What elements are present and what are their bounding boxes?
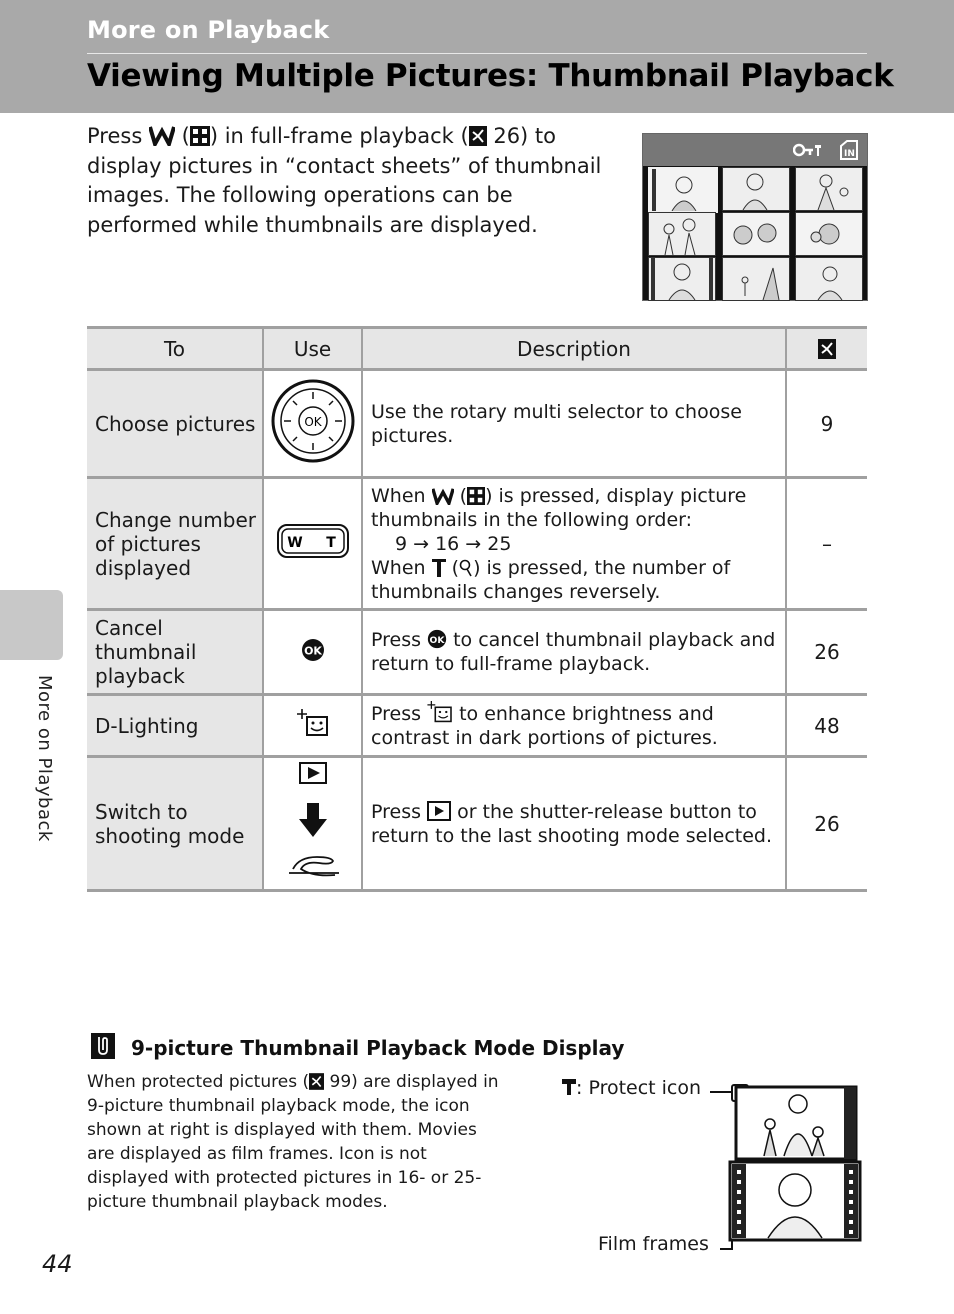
- row-page-ref: –: [786, 478, 867, 610]
- playback-button-icon: [283, 761, 343, 881]
- row-use-cell: [263, 695, 362, 757]
- thumbnail-grid-icon: [190, 126, 210, 146]
- row-page-ref: 48: [786, 695, 867, 757]
- thumbnail: [795, 212, 863, 256]
- ok-button-icon: [301, 638, 325, 662]
- row-description: [362, 610, 786, 695]
- side-tab: [0, 590, 63, 660]
- d-lighting-icon: [297, 709, 329, 737]
- svg-text:W: W: [286, 535, 303, 551]
- intro-text: (: [174, 124, 190, 148]
- row-label: D-Lighting: [87, 695, 263, 757]
- row-page-ref: 26: [786, 757, 867, 891]
- operations-table: [87, 326, 867, 892]
- t-zoom-icon: [432, 559, 446, 577]
- thumbnail-screen-illustration: [642, 133, 868, 301]
- row-description: [362, 478, 786, 610]
- row-description: [362, 757, 786, 891]
- magnify-icon: [459, 559, 473, 577]
- row-page-ref: 26: [786, 610, 867, 695]
- intro-text: 26) to display pictures in “contact sheets” of thumbnail images. The following operations can be performed while thumbnails are displayed.: [87, 124, 609, 237]
- row-page-ref: 9: [786, 370, 867, 478]
- protect-film-illustration: [710, 1084, 862, 1254]
- note-text: 99) are displayed in 9-picture thumbnail playback mode, the icon shown at right is displayed with them. Movies are displayed as film frames. Icon is not displayed with protected pictures in 16- or 25-picture thumbnail playback modes.: [87, 1072, 499, 1212]
- protect-label: [562, 1077, 701, 1099]
- page-reference-icon: [309, 1073, 324, 1090]
- table-row: [87, 757, 867, 891]
- column-header-to: To: [87, 328, 263, 370]
- thumbnail: [795, 167, 863, 211]
- desc-text: ) is pressed, display picture thumbnails in the following order:: [371, 484, 747, 531]
- row-label: Change number of pictures displayed: [87, 478, 263, 610]
- thumbnail: [795, 257, 863, 301]
- desc-text: When: [371, 556, 432, 579]
- page-reference-icon: [818, 339, 836, 359]
- desc-text: to cancel thumbnail playback and return to full-frame playback.: [371, 629, 776, 675]
- row-description: [362, 695, 786, 757]
- note-body: [87, 1070, 507, 1214]
- table-header-row: [87, 328, 867, 370]
- intro-paragraph: [87, 122, 627, 240]
- svg-text:OK: OK: [429, 634, 445, 646]
- section-title: More on Playback: [87, 16, 330, 44]
- note-icon: [91, 1033, 115, 1059]
- thumbnail: [722, 167, 790, 211]
- row-use-cell: [263, 610, 362, 695]
- w-zoom-icon: [432, 487, 454, 505]
- thumbnail: [648, 257, 716, 301]
- intro-text: ) in full-frame playback (: [209, 124, 469, 148]
- internal-memory-icon: [839, 140, 859, 160]
- table-row: [87, 610, 867, 695]
- row-use-cell: [263, 757, 362, 891]
- thumbnail-sequence: 9 → 16 → 25: [395, 532, 512, 555]
- column-header-reference: [786, 328, 867, 370]
- protect-label-text: : Protect icon: [576, 1077, 702, 1099]
- row-label: Choose pictures: [87, 370, 263, 478]
- desc-text: When: [371, 484, 432, 507]
- row-use-cell: [263, 478, 362, 610]
- desc-text: (: [453, 484, 468, 507]
- svg-text:OK: OK: [303, 415, 322, 429]
- column-header-description: Description: [362, 328, 786, 370]
- protect-icon: [562, 1077, 576, 1097]
- screen-status-bar: [643, 134, 867, 166]
- row-label: Switch to shooting mode: [87, 757, 263, 891]
- w-zoom-icon: [149, 125, 175, 146]
- ok-button-icon: [427, 629, 447, 649]
- table-row: [87, 695, 867, 757]
- d-lighting-icon: [427, 701, 453, 723]
- desc-text: (: [445, 556, 460, 579]
- thumbnail: [648, 212, 716, 256]
- protect-key-icon: [793, 142, 821, 158]
- thumbnail: [648, 167, 718, 213]
- row-use-cell: [263, 370, 362, 478]
- note-text: When protected pictures (: [87, 1072, 310, 1092]
- page-title: Viewing Multiple Pictures: Thumbnail Playback: [87, 58, 894, 94]
- svg-text:T: T: [325, 535, 336, 551]
- desc-text: Press: [371, 703, 428, 725]
- thumbnail: [722, 257, 790, 301]
- thumbnail-grid-icon: [467, 487, 485, 505]
- thumbnail: [722, 212, 790, 256]
- page-number: 44: [42, 1250, 73, 1278]
- side-tab-label: More on Playback: [34, 675, 55, 842]
- svg-text:OK: OK: [303, 644, 322, 657]
- row-label: Cancel thumbnail playback: [87, 610, 263, 695]
- film-frames-label: Film frames: [598, 1233, 709, 1255]
- row-description: Use the rotary multi selector to choose pictures.: [362, 370, 786, 478]
- intro-text: Press: [87, 124, 149, 148]
- zoom-control-icon: [277, 524, 349, 558]
- note-title: 9-picture Thumbnail Playback Mode Display: [131, 1036, 625, 1060]
- desc-text: Press: [371, 800, 428, 823]
- desc-text: Press: [371, 629, 428, 651]
- column-header-use: Use: [263, 328, 362, 370]
- page-reference-icon: [469, 126, 487, 146]
- desc-text: or the shutter-release button to return to the last shooting mode selected.: [371, 800, 773, 847]
- desc-text: ) is pressed, the number of thumbnails changes reversely.: [371, 556, 731, 603]
- table-row: [87, 478, 867, 610]
- desc-text: to enhance brightness and contrast in dark portions of pictures.: [371, 703, 718, 749]
- rotary-multi-selector-icon: [271, 379, 355, 463]
- header-divider: [87, 53, 867, 54]
- table-row: [87, 370, 867, 478]
- svg-text:IN: IN: [844, 149, 855, 159]
- playback-button-icon: [427, 801, 451, 821]
